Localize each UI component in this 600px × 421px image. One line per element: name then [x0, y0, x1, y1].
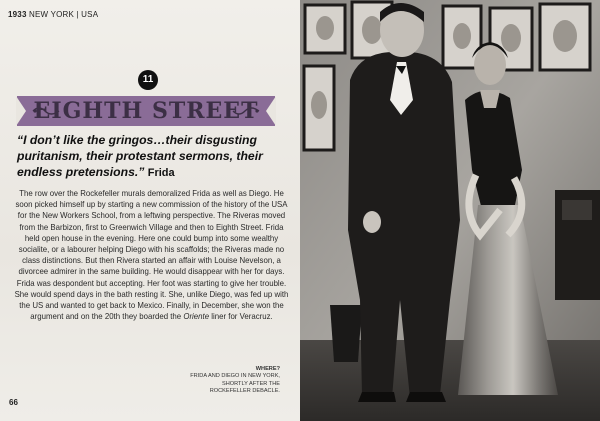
caption-line-2: SHORTLY AFTER THE: [221, 380, 280, 387]
caption-line-1: FRIDA AND DIEGO IN NEW YORK,: [190, 373, 280, 380]
header-place: NEW YORK | USA: [29, 10, 99, 19]
chapter-title-banner: [17, 96, 275, 126]
historical-photo: [300, 0, 600, 421]
photo-illustration: [300, 0, 600, 421]
caption-line-3: ROCKEFELLER DEBACLE.: [209, 388, 280, 395]
photo-caption: [190, 366, 280, 396]
body-text-end: liner for Veracruz.: [209, 312, 273, 322]
caption-heading: WHERE?: [255, 366, 280, 372]
chapter-number-badge: 11: [138, 70, 158, 90]
quote-text: “I don’t like the gringos…their disgusting puritanism, their protestant sermons, their endless pretensions.”: [17, 133, 263, 179]
pull-quote: [17, 132, 287, 181]
body-text-ship-name: Oriente: [183, 312, 210, 322]
running-header: [8, 10, 98, 19]
page-number: 66: [9, 398, 18, 407]
header-year: 1933: [8, 10, 27, 19]
quote-author: Frida: [147, 167, 175, 179]
body-text-main: The row over the Rockefeller murals demoralized Frida as well as Diego. He soon picked himself up by starting a new commission of the history of the USA for the New Workers School, from a leftwing perspective. The Riveras moved from the Barbizon, first to Greenwich Village and then to Eighth Street. Frida held open house in the evening. Here one could bump into some wealthy socialite, or a labourer helping Diego with his scaffolds; the Riveras made no class distinctions. But then Rivera started an affair with Louise Nevelson, a divorcee admirer in the same building. He would disappear with her for days. Frida was despondent but accepting. Her foot was starting to give her trouble. She would spend days in the bath resting it. She, unlike Diego, was fed up with the US and wanted to get back to Mexico. Finally, in December, she won the argument and on the 20th they boarded the: [14, 189, 289, 322]
body-paragraph: [14, 188, 289, 322]
chapter-title: EIGHTH STREET: [33, 98, 259, 124]
